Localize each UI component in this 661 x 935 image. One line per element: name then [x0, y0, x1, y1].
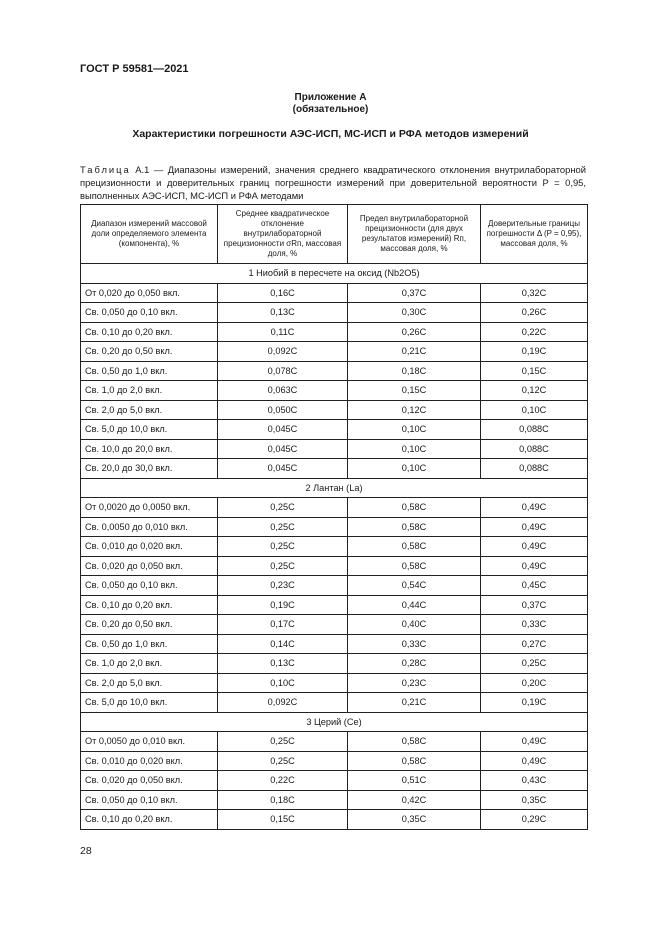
document-standard-number: ГОСТ Р 59581—2021 — [80, 63, 189, 75]
table-body — [81, 264, 588, 830]
cell-bounds: 0,49С — [481, 537, 588, 557]
cell-bounds: 0,27С — [481, 634, 588, 654]
cell-range: От 0,020 до 0,050 вкл. — [81, 283, 218, 303]
table-row — [81, 303, 588, 323]
table-row — [81, 654, 588, 674]
cell-range: Св. 2,0 до 5,0 вкл. — [81, 400, 218, 420]
group-title: 2 Лантан (La) — [81, 478, 588, 498]
cell-bounds: 0,19С — [481, 693, 588, 713]
cell-sigma: 0,15С — [218, 810, 348, 830]
cell-sigma: 0,25С — [218, 732, 348, 752]
cell-bounds: 0,49С — [481, 556, 588, 576]
cell-bounds: 0,25С — [481, 654, 588, 674]
header-limit: Предел внутрилабораторной прецизионности (для двух результатов измерений) Rп, массовая доля, % — [348, 205, 481, 264]
measurement-table — [80, 204, 588, 830]
table-row — [81, 693, 588, 713]
cell-bounds: 0,49С — [481, 517, 588, 537]
header-range: Диапазон измерений массовой доли определяемого элемента (компонента), % — [81, 205, 218, 264]
cell-range: Св. 0,010 до 0,020 вкл. — [81, 537, 218, 557]
table-header-row — [81, 205, 588, 264]
cell-range: Св. 0,10 до 0,20 вкл. — [81, 595, 218, 615]
cell-limit: 0,10С — [348, 420, 481, 440]
cell-range: Св. 20,0 до 30,0 вкл. — [81, 459, 218, 479]
cell-range: Св. 0,050 до 0,10 вкл. — [81, 576, 218, 596]
page-number: 28 — [80, 845, 92, 857]
cell-bounds: 0,33С — [481, 615, 588, 635]
section-title: Характеристики погрешности АЭС-ИСП, МС-ИСП и РФА методов измерений — [132, 128, 529, 140]
cell-range: От 0,0020 до 0,0050 вкл. — [81, 498, 218, 518]
cell-sigma: 0,25С — [218, 537, 348, 557]
cell-range: Св. 0,20 до 0,50 вкл. — [81, 342, 218, 362]
cell-sigma: 0,045С — [218, 459, 348, 479]
group-header-row — [81, 712, 588, 732]
table-row — [81, 595, 588, 615]
table-row — [81, 673, 588, 693]
cell-bounds: 0,29С — [481, 810, 588, 830]
cell-range: Св. 0,50 до 1,0 вкл. — [81, 361, 218, 381]
cell-limit: 0,18С — [348, 361, 481, 381]
table-row — [81, 810, 588, 830]
table-row — [81, 400, 588, 420]
cell-limit: 0,58С — [348, 732, 481, 752]
table-row — [81, 322, 588, 342]
cell-limit: 0,12С — [348, 400, 481, 420]
cell-bounds: 0,32С — [481, 283, 588, 303]
table-row — [81, 576, 588, 596]
cell-bounds: 0,15С — [481, 361, 588, 381]
cell-sigma: 0,078С — [218, 361, 348, 381]
cell-range: Св. 0,050 до 0,10 вкл. — [81, 303, 218, 323]
cell-sigma: 0,045С — [218, 439, 348, 459]
table-row — [81, 381, 588, 401]
cell-bounds: 0,43С — [481, 771, 588, 791]
cell-limit: 0,37С — [348, 283, 481, 303]
cell-sigma: 0,11С — [218, 322, 348, 342]
table-caption — [80, 163, 586, 202]
cell-range: Св. 0,10 до 0,20 вкл. — [81, 322, 218, 342]
cell-sigma: 0,063С — [218, 381, 348, 401]
cell-limit: 0,42С — [348, 790, 481, 810]
cell-bounds: 0,22С — [481, 322, 588, 342]
cell-bounds: 0,26С — [481, 303, 588, 323]
table-row — [81, 517, 588, 537]
caption-text: А.1 — Диапазоны измерений, значения среднего квадратического отклонения внутрилабораторной прецизионности и доверительных границ погрешности измерений при доверительной вероятности P = 0,95, выполненных АЭС-ИСП, МС-ИСП и РФА методами — [80, 164, 586, 201]
cell-sigma: 0,092С — [218, 342, 348, 362]
cell-limit: 0,26С — [348, 322, 481, 342]
group-header-row — [81, 264, 588, 284]
cell-limit: 0,51С — [348, 771, 481, 791]
cell-range: Св. 0,050 до 0,10 вкл. — [81, 790, 218, 810]
cell-limit: 0,28С — [348, 654, 481, 674]
cell-limit: 0,30С — [348, 303, 481, 323]
cell-limit: 0,54С — [348, 576, 481, 596]
cell-range: Св. 2,0 до 5,0 вкл. — [81, 673, 218, 693]
cell-limit: 0,21С — [348, 693, 481, 713]
table-row — [81, 283, 588, 303]
cell-range: Св. 0,50 до 1,0 вкл. — [81, 634, 218, 654]
cell-bounds: 0,088С — [481, 439, 588, 459]
cell-range: Св. 5,0 до 10,0 вкл. — [81, 420, 218, 440]
cell-sigma: 0,13С — [218, 303, 348, 323]
group-header-row — [81, 478, 588, 498]
cell-sigma: 0,23С — [218, 576, 348, 596]
cell-sigma: 0,18С — [218, 790, 348, 810]
cell-sigma: 0,092С — [218, 693, 348, 713]
table-row — [81, 556, 588, 576]
cell-limit: 0,40С — [348, 615, 481, 635]
cell-bounds: 0,49С — [481, 751, 588, 771]
cell-bounds: 0,088С — [481, 459, 588, 479]
group-title: 3 Церий (Се) — [81, 712, 588, 732]
cell-limit: 0,58С — [348, 751, 481, 771]
cell-sigma: 0,16С — [218, 283, 348, 303]
cell-bounds: 0,19С — [481, 342, 588, 362]
appendix-title: Приложение А — [294, 92, 367, 103]
cell-limit: 0,35С — [348, 810, 481, 830]
cell-range: Св. 10,0 до 20,0 вкл. — [81, 439, 218, 459]
group-title: 1 Ниобий в пересчете на оксид (Nb2O5) — [81, 264, 588, 284]
table-row — [81, 459, 588, 479]
cell-limit: 0,21С — [348, 342, 481, 362]
cell-sigma: 0,17С — [218, 615, 348, 635]
cell-bounds: 0,10С — [481, 400, 588, 420]
cell-range: Св. 0,010 до 0,020 вкл. — [81, 751, 218, 771]
cell-range: Св. 1,0 до 2,0 вкл. — [81, 654, 218, 674]
cell-limit: 0,44С — [348, 595, 481, 615]
cell-limit: 0,58С — [348, 517, 481, 537]
table-row — [81, 732, 588, 752]
cell-limit: 0,58С — [348, 537, 481, 557]
table-row — [81, 498, 588, 518]
cell-bounds: 0,37С — [481, 595, 588, 615]
cell-range: Св. 5,0 до 10,0 вкл. — [81, 693, 218, 713]
cell-sigma: 0,13С — [218, 654, 348, 674]
cell-bounds: 0,35С — [481, 790, 588, 810]
table-row — [81, 342, 588, 362]
table-row — [81, 771, 588, 791]
table-row — [81, 615, 588, 635]
caption-label: Таблица — [80, 164, 131, 175]
cell-range: Св. 0,020 до 0,050 вкл. — [81, 771, 218, 791]
cell-sigma: 0,25С — [218, 556, 348, 576]
table-row — [81, 537, 588, 557]
cell-sigma: 0,14С — [218, 634, 348, 654]
cell-bounds: 0,49С — [481, 498, 588, 518]
cell-sigma: 0,10С — [218, 673, 348, 693]
cell-bounds: 0,088С — [481, 420, 588, 440]
cell-bounds: 0,20С — [481, 673, 588, 693]
cell-bounds: 0,45С — [481, 576, 588, 596]
cell-range: Св. 0,020 до 0,050 вкл. — [81, 556, 218, 576]
header-bounds: Доверительные границы погрешности Δ (P = 0,95), массовая доля, % — [481, 205, 588, 264]
cell-limit: 0,10С — [348, 459, 481, 479]
cell-sigma: 0,25С — [218, 498, 348, 518]
table-row — [81, 790, 588, 810]
cell-sigma: 0,050С — [218, 400, 348, 420]
cell-bounds: 0,12С — [481, 381, 588, 401]
table-row — [81, 361, 588, 381]
cell-limit: 0,58С — [348, 498, 481, 518]
cell-sigma: 0,25С — [218, 751, 348, 771]
cell-limit: 0,15С — [348, 381, 481, 401]
table-row — [81, 751, 588, 771]
header-sigma: Среднее квадратическое отклонение внутрилабораторной прецизионности σRп, массовая доля, % — [218, 205, 348, 264]
cell-sigma: 0,045С — [218, 420, 348, 440]
cell-range: От 0,0050 до 0,010 вкл. — [81, 732, 218, 752]
cell-range: Св. 0,20 до 0,50 вкл. — [81, 615, 218, 635]
cell-range: Св. 1,0 до 2,0 вкл. — [81, 381, 218, 401]
cell-limit: 0,58С — [348, 556, 481, 576]
cell-limit: 0,23С — [348, 673, 481, 693]
cell-range: Св. 0,0050 до 0,010 вкл. — [81, 517, 218, 537]
cell-limit: 0,33С — [348, 634, 481, 654]
table-row — [81, 439, 588, 459]
cell-limit: 0,10С — [348, 439, 481, 459]
cell-sigma: 0,22С — [218, 771, 348, 791]
table-row — [81, 420, 588, 440]
table-row — [81, 634, 588, 654]
cell-sigma: 0,19С — [218, 595, 348, 615]
cell-range: Св. 0,10 до 0,20 вкл. — [81, 810, 218, 830]
cell-sigma: 0,25С — [218, 517, 348, 537]
appendix-note: (обязательное) — [292, 104, 369, 115]
cell-bounds: 0,49С — [481, 732, 588, 752]
